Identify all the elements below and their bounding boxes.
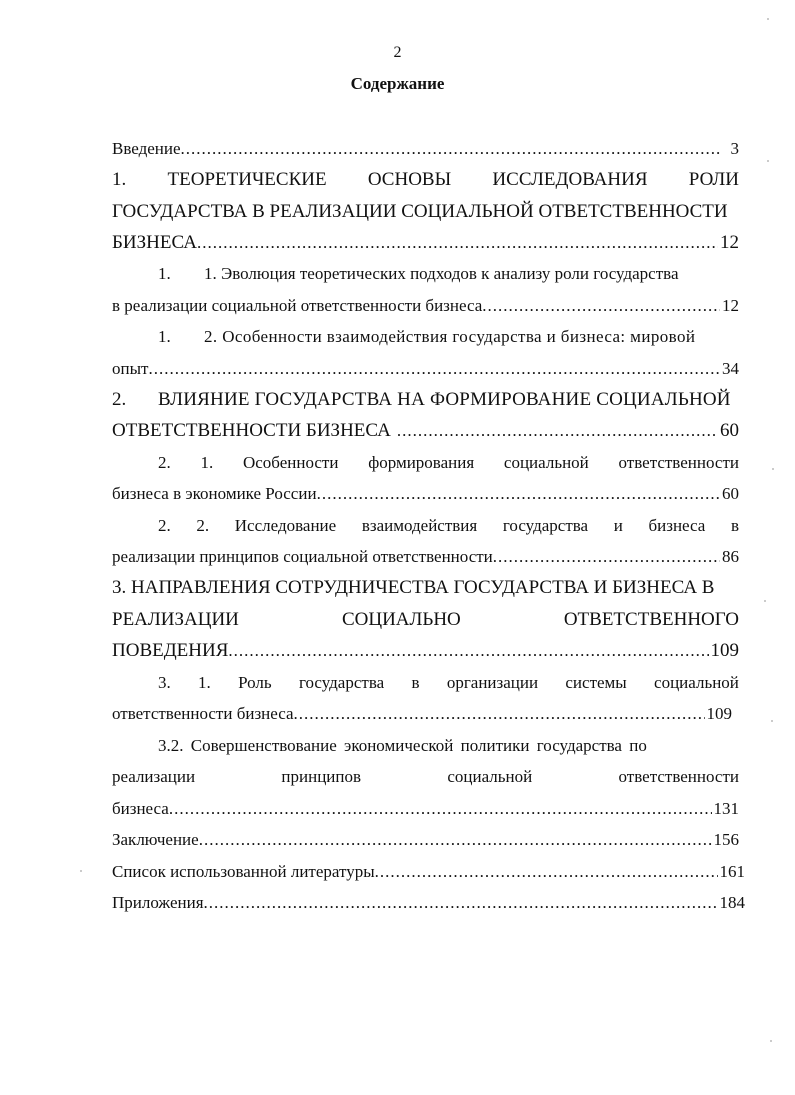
toc-entry-label: Заключение — [112, 830, 199, 849]
word: в — [730, 516, 739, 535]
toc-entry-label: реализации принципов социальной ответственности — [112, 547, 493, 566]
toc-entry-2-2-line2 — [112, 543, 739, 571]
toc-entry-section-1-line3 — [112, 229, 739, 257]
word: Роль — [238, 673, 272, 692]
leader-dots — [482, 292, 720, 320]
toc-entry-label: 3.2. Совершенствование экономической политики государства по — [158, 736, 647, 755]
toc-entry-label: Список использованной литературы — [112, 862, 375, 881]
leader-dots — [204, 889, 718, 917]
word: формирования — [368, 453, 475, 472]
word: ответственности — [618, 767, 739, 786]
toc-entry-section-3-line2 — [112, 606, 739, 634]
leader-dots — [391, 417, 718, 445]
toc-entry-3-1[interactable] — [112, 669, 739, 697]
page-title: Содержание — [350, 74, 445, 93]
leader-dots — [493, 543, 720, 571]
toc-entry-section-2[interactable] — [112, 386, 739, 414]
section-number: 1. — [112, 169, 127, 190]
toc-entry-page: 184 — [719, 893, 745, 912]
section-number: 2. — [112, 389, 127, 410]
leader-dots — [181, 135, 721, 163]
toc-entry-section-3[interactable] — [112, 574, 739, 602]
toc-entry-page: 12 — [722, 296, 739, 315]
toc-entry-3-2-line2 — [112, 763, 739, 791]
toc-entry-label: в реализации социальной ответственности бизнеса — [112, 296, 483, 315]
toc-entry-1-2-line2 — [112, 355, 739, 383]
leader-dots — [148, 355, 720, 383]
word: РЕАЛИЗАЦИИ — [112, 609, 239, 630]
toc-entry-section-2-line2 — [112, 417, 739, 445]
toc-entry-page: 12 — [720, 232, 739, 253]
word: социальной — [447, 767, 533, 786]
word: и — [613, 516, 623, 535]
toc-entry-page: 156 — [713, 830, 739, 849]
word: Исследование — [234, 516, 337, 535]
toc-entry-3-1-line2 — [112, 700, 732, 728]
toc-entry-page: 60 — [720, 420, 739, 441]
leader-dots — [169, 795, 712, 823]
toc-entry-page: 109 — [710, 640, 739, 661]
toc-entry-page: 34 — [722, 359, 739, 378]
word: 2. — [196, 516, 210, 535]
page-number: 2 — [393, 44, 402, 61]
toc-entry-page: 161 — [719, 862, 745, 881]
toc-entry-label: Приложения — [112, 893, 204, 912]
word: реализации — [112, 767, 196, 786]
leader-dots — [197, 229, 718, 257]
leader-dots — [228, 637, 708, 665]
leader-dots — [294, 700, 705, 728]
toc-entry-section-3-line3 — [112, 637, 739, 665]
word: государства — [298, 673, 385, 692]
toc-entry-label: бизнеса в экономике России — [112, 484, 317, 503]
toc-entry-page: 3 — [730, 139, 739, 158]
toc-entry-label: БИЗНЕСА — [112, 232, 197, 253]
toc-entry-page: 86 — [722, 547, 739, 566]
toc-entry-appendix[interactable] — [112, 889, 745, 917]
word: системы — [565, 673, 627, 692]
word: ОСНОВЫ — [367, 169, 452, 190]
toc-entry-page: 60 — [722, 484, 739, 503]
word: социальной — [654, 673, 739, 692]
toc-entry-label: опыт — [112, 359, 149, 378]
toc-entry-label: ПОВЕДЕНИЯ — [112, 640, 229, 661]
toc-entry-label: бизнеса — [112, 799, 169, 818]
section-number: 2. — [158, 516, 171, 535]
toc-entry-3-2[interactable] — [112, 732, 739, 760]
word: государства — [502, 516, 589, 535]
toc-entry-2-1[interactable] — [112, 449, 739, 477]
word: 1. — [200, 453, 214, 472]
leader-dots — [317, 480, 720, 508]
word: организации — [446, 673, 539, 692]
word: принципов — [281, 767, 362, 786]
toc-entry-label: ОТВЕТСТВЕННОСТИ БИЗНЕСА — [112, 420, 391, 441]
toc-entry-label: 3. НАПРАВЛЕНИЯ СОТРУДНИЧЕСТВА ГОСУДАРСТВА И БИЗНЕСА В — [112, 577, 715, 598]
section-number: 1. — [158, 327, 171, 346]
word: Особенности — [242, 453, 339, 472]
section-number: 3. — [158, 673, 171, 692]
section-number: 1. — [158, 264, 171, 283]
toc-entry-page: 109 — [706, 704, 732, 723]
word: ответственности — [618, 453, 739, 472]
toc-entry-page: 131 — [713, 799, 739, 818]
toc-entry-1-1[interactable] — [112, 260, 739, 288]
toc-entry-2-2[interactable] — [112, 512, 739, 540]
leader-dots — [375, 858, 718, 886]
section-number: 2. — [158, 453, 171, 472]
toc-entry-label: ВЛИЯНИЕ ГОСУДАРСТВА НА ФОРМИРОВАНИЕ СОЦИАЛЬНОЙ — [158, 389, 731, 410]
word: РОЛИ — [688, 169, 739, 190]
toc-entry-label: Введение — [112, 139, 181, 158]
toc-entry-references[interactable] — [112, 858, 745, 886]
toc-entry-3-2-line3 — [112, 795, 739, 823]
toc-entry-label: 1. Эволюция теоретических подходов к анализу роли государства — [204, 264, 679, 283]
toc-entry-label: ГОСУДАРСТВА В РЕАЛИЗАЦИИ СОЦИАЛЬНОЙ ОТВЕТСТВЕННОСТИ — [112, 201, 728, 222]
toc-entry-label: ответственности бизнеса — [112, 704, 294, 723]
toc-entry-section-1[interactable] — [112, 166, 739, 194]
toc-entry-1-2[interactable] — [112, 323, 739, 351]
word: 1. — [198, 673, 211, 692]
word: ТЕОРЕТИЧЕСКИЕ — [167, 169, 327, 190]
word: социальной — [503, 453, 589, 472]
toc-entry-intro[interactable] — [112, 135, 739, 163]
word: СОЦИАЛЬНО — [341, 609, 461, 630]
word: ИССЛЕДОВАНИЯ — [492, 169, 648, 190]
word: в — [411, 673, 420, 692]
word: бизнеса — [648, 516, 706, 535]
toc-entry-1-1-line2 — [112, 292, 739, 320]
word: ОТВЕТСТВЕННОГО — [563, 609, 739, 630]
leader-dots — [199, 826, 712, 854]
toc-entry-section-1-line2 — [112, 198, 739, 226]
toc-entry-label: 2. Особенности взаимодействия государства и бизнеса: мировой — [204, 327, 696, 346]
word: взаимодействия — [361, 516, 478, 535]
toc-entry-conclusion[interactable] — [112, 826, 739, 854]
toc-entry-2-1-line2 — [112, 480, 739, 508]
